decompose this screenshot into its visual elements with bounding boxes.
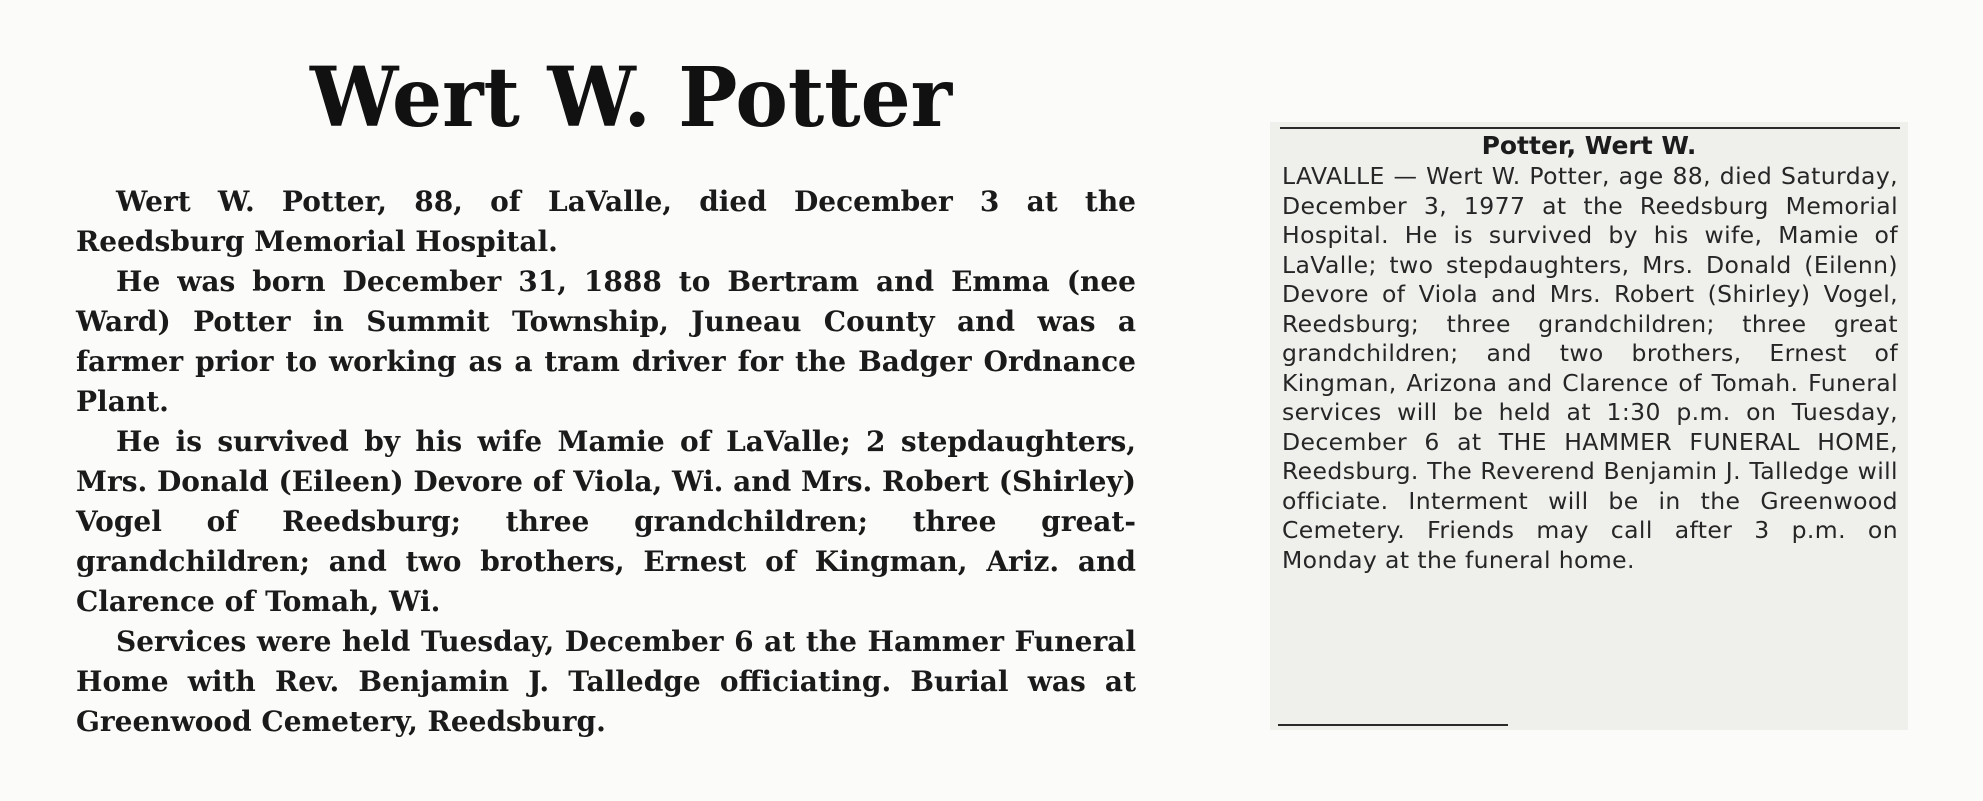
right-obituary-clipping (1270, 122, 1908, 730)
right-obituary-title: Potter, Wert W. (1481, 131, 1697, 160)
left-paragraph-survivors: He is survived by his wife Mamie of LaValle; 2 stepdaughters, Mrs. Donald (Eileen) Devore of Viola, Wi. and Mrs. Robert (Shirley) Vogel of Reedsburg; three grandchildren; three great-grandchildren; and two brothers, Ernest of Kingman, Ariz. and Clarence of Tomah, Wi. (76, 425, 1136, 618)
left-paragraph-birth: He was born December 31, 1888 to Bertram and Emma (nee Ward) Potter in Summit Township, Juneau County and was a farmer prior to working as a tram driver for the Badger Ordnance Plant. (76, 265, 1136, 418)
left-paragraph-death: Wert W. Potter, 88, of LaValle, died December 3 at the Reedsburg Memorial Hospital. (76, 185, 1136, 258)
bottom-rule (1278, 724, 1508, 726)
right-obituary-body: LAVALLE — Wert W. Potter, age 88, died Saturday, December 3, 1977 at the Reedsburg Memorial Hospital. He is survived by his wife, Mamie of LaValle; two stepdaughters, Mrs. Donald (Eilenn) Devore of Viola and Mrs. Robert (Shirley) Vogel, Reedsburg; three grandchildren; three great grandchildren; and two brothers, Ernest of Kingman, Arizona and Clarence of Tomah. Funeral services will be held at 1:30 p.m. on Tuesday, December 6 at THE HAMMER FUNERAL HOME, Reedsburg. The Reverend Benjamin J. Talledge will officiate. Interment will be in the Greenwood Cemetery. Friends may call after 3 p.m. on Monday at the funeral home. (1282, 162, 1898, 574)
left-obituary-clipping (70, 50, 1150, 750)
left-paragraph-services: Services were held Tuesday, December 6 at the Hammer Funeral Home with Rev. Benjamin J. Talledge officiating. Burial was at Greenwood Cemetery, Reedsburg. (76, 625, 1136, 738)
top-rule (1280, 127, 1900, 129)
left-obituary-title: Wert W. Potter (310, 50, 953, 146)
left-obituary-body (76, 182, 1136, 742)
